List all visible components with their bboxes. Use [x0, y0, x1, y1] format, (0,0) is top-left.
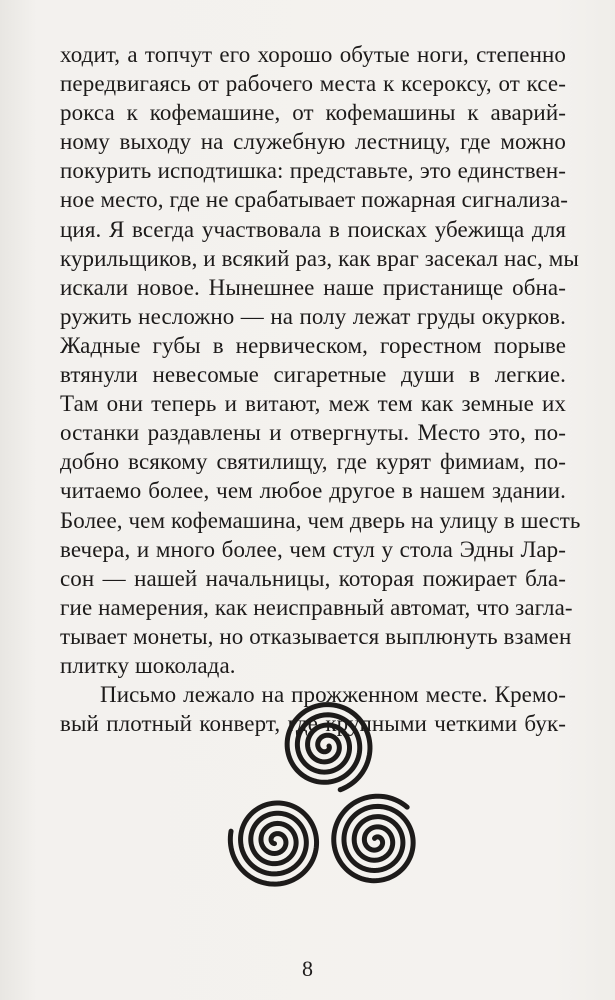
spiral-2 — [230, 803, 316, 884]
text-line: ному выходу на служебную лестницу, где можно — [60, 129, 566, 155]
text-line: передвигаясь от рабочего места к ксероксу, от ксе- — [60, 71, 566, 97]
text-line: рокса к кофемашине, от кофемашины к аварий- — [60, 100, 566, 126]
spiral-3 — [334, 796, 413, 881]
text-line: плитку шоколада. — [60, 652, 236, 678]
text-line: сон — нашей начальницы, которая пожирает бла- — [60, 565, 566, 591]
text-line: вечера, и много более, чем стул у стола Эдны Лар- — [60, 536, 566, 562]
triple-spiral-triskelion-icon — [226, 696, 426, 896]
text-line: искали новое. Нынешнее наше пристанище обна- — [60, 274, 566, 300]
text-line: добно всякому святилищу, где курят фимиам, по- — [60, 449, 566, 475]
text-line: останки раздавлены и отвергнуты. Место это, по- — [60, 420, 566, 446]
text-line: курильщиков, и всякий раз, как враг засекал нас, мы — [60, 245, 579, 271]
text-line: вый плотный конверт, где крупными четкими бук- — [60, 711, 566, 737]
text-line: Там они теперь и витают, меж тем как земные их — [60, 391, 566, 417]
text-line: ное место, где не срабатывает пожарная сигнализа- — [60, 187, 569, 213]
text-line: втянули невесомые сигаретные души в легкие. — [60, 362, 566, 388]
body-text — [60, 40, 581, 738]
text-line: читаемо более, чем любое другое в нашем здании. — [60, 478, 566, 504]
text-line: Жадные губы в нервическом, горестном порыве — [60, 332, 566, 358]
text-line: ция. Я всегда участвовала в поисках убежища для — [60, 216, 566, 242]
text-line: гие намерения, как неисправный автомат, что загла- — [60, 594, 573, 620]
page-number: 8 — [302, 956, 313, 981]
text-line: тывает монеты, но отказывается выплюнуть взамен — [60, 623, 572, 649]
text-line: Письмо лежало на прожженном месте. Кремо- — [100, 682, 566, 708]
text-line: покурить исподтишка: представьте, это единствен- — [60, 158, 566, 184]
spiral-1 — [287, 705, 370, 790]
text-line: ружить несложно — на полу лежат груды окурков. — [60, 303, 566, 329]
text-line: Более, чем кофемашина, чем дверь на улицу в шесть — [60, 507, 581, 533]
text-line: ходит, а топчут его хорошо обутые ноги, степенно — [60, 42, 566, 67]
